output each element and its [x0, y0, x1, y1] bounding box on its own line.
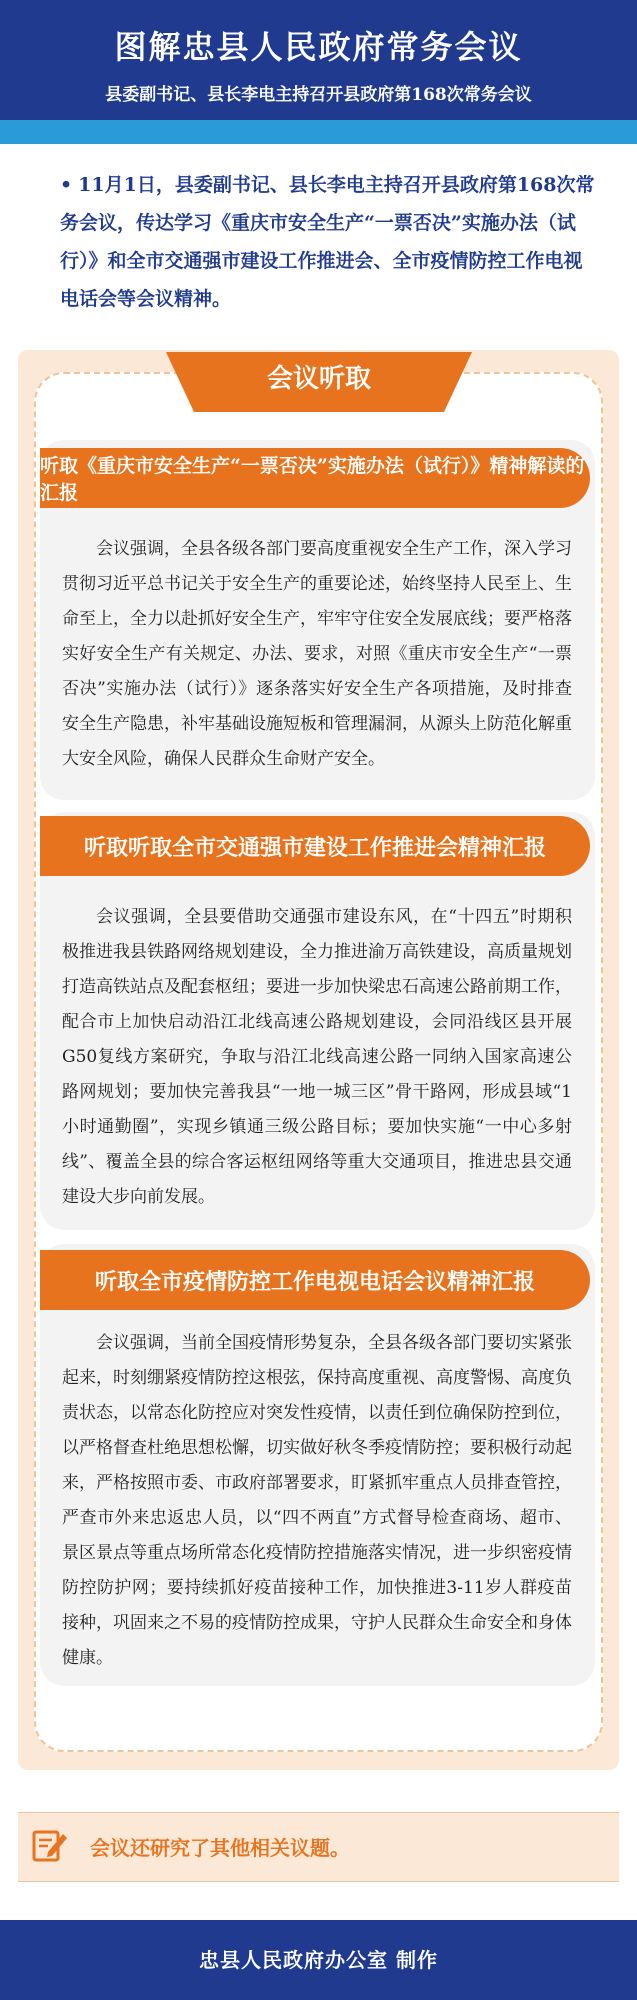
report-card-3-body: 会议强调，当前全国疫情形势复杂，全县各级各部门要切实紧张起来，时刻绷紧疫情防控这根弦，保持高度重视、高度警惕、高度负责状态，以常态化防控应对突发性疫情，以责任到位确保防控到位，以严格督查杜绝思想松懈，切实做好秋冬季疫情防控；要积极行动起来，严格按照市委、市政府部署要求，盯紧抓牢重点人员排查管控，严查市外来忠返忠人员，以“四不两直”方式督导检查商场、超市、景区景点等重点场所常态化疫情防控措施落实情况，进一步织密疫情防控防护网；要持续抓好疫苗接种工作，加快推进3-11岁人群疫苗接种，巩固来之不易的疫情防控成果，守护人民群众生命安全和身体健康。: [62, 1333, 572, 1668]
page-subtitle: 县委副书记、县长李电主持召开县政府第168次常务会议: [105, 85, 532, 105]
pencil-note-icon: [30, 1826, 70, 1866]
note-text: 会议还研究了其他相关议题。: [90, 1836, 350, 1860]
page-title: 图解忠县人民政府常务会议: [114, 28, 523, 66]
footer-credit: 忠县人民政府办公室 制作: [199, 1948, 438, 1972]
intro-text: 11月1日，县委副书记、县长李电主持召开县政府第168次常务会议，传达学习《重庆市安全生产“一票否决”实施办法（试行）》和全市交通强市建设工作推进会、全市疫情防控工作电视电话会等会议精神。: [60, 174, 595, 310]
report-card-2-body: 会议强调，全县要借助交通强市建设东风，在“十四五”时期积极推进我县铁路网络规划建设，全力推进渝万高铁建设，高质量规划打造高铁站点及配套枢纽；要进一步加快梁忠石高速公路前期工作，配合市上加快启动沿江北线高速公路规划建设，会同沿线区县开展G50复线方案研究，争取与沿江北线高速公路一同纳入国家高速公路网规划；要加快完善我县“一地一城三区”骨干路网，形成县域“1小时通勤圈”，实现乡镇通三级公路目标；要加快实施“一中心多射线”、覆盖全县的综合客运枢纽网络等重大交通项目，推进忠县交通建设大步向前发展。: [62, 907, 572, 1207]
bullet-icon: •: [60, 174, 73, 196]
report-card-1-body: 会议强调，全县各级各部门要高度重视安全生产工作，深入学习贯彻习近平总书记关于安全生产的重要论述，始终坚持人民至上、生命至上，全力以赴抓好安全生产，牢牢守住安全发展底线；要严格落实好安全生产有关规定、办法、要求，对照《重庆市安全生产“一票否决”实施办法（试行）》逐条落实好安全生产各项措施，及时排查安全生产隐患，补牢基础设施短板和管理漏洞，从源头上防范化解重大安全风险，确保人民群众生命财产安全。: [62, 539, 572, 769]
section-title: 会议听取: [266, 364, 371, 394]
intro-paragraph: [60, 166, 600, 318]
report-card-2-heading: 听取听取全市交通强市建设工作推进会精神汇报: [40, 816, 590, 876]
report-card-1-heading: 听取《重庆市安全生产“一票否决”实施办法（试行）》精神解读的汇报: [40, 448, 590, 508]
header-stripe: [0, 120, 637, 144]
report-card-3-heading: 听取全市疫情防控工作电视电话会议精神汇报: [40, 1250, 590, 1310]
